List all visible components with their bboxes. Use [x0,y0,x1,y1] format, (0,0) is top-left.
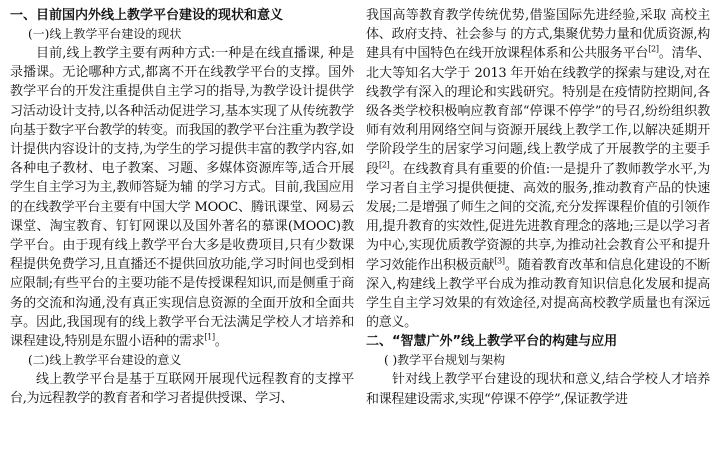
paragraph-status-text: 目前,线上教学主要有两种方式:一种是在线直播课, 种是录播课。无论哪种方式,都离不开在线教学平台的支撑。国外教学平台的开发注重提供自主学习的指导,为教学设计提供学习活动设计支持,以各种活动促进学习,基本实现了从传统教学向基于数字平台教学的转变。而我国的教学平台注重为教学设计提供内容设计的支持,为学生的学习提供丰富的教学内容,如各种电子教材、电子教案、习题、多媒体资源库等,适合开展 学生自主学习为主,教师答疑为辅 的学习方式。目前,我国应用的在线教学平台主要有中国大学 MOOC、腾讯课堂、网易云课堂、淘宝教育、钉钉网课以及国外著名的慕课(MOOC)教学平台。由于现有线上教学平台大多是收费项目,只有少数课程提供免费学习,且直播还不提供回放功能,学习时间也受到相应限制;有些平台的主要功能不是传授课程知识,而是侧重于商务的交流和沟通,没有真正实现信息资源的全面开放和全面共享。因此,我国现有的线上教学平台无法满足学校人才培养和课程建设,特别是东盟小语种的需求 [10,46,354,350]
citation-2b: [2] [379,160,390,170]
paragraph-status-end: 。 [214,334,228,350]
paragraph-planning: 针对线上教学平台建设的现状和意义,结合学校人才培养和课程建设需求,实现“停课不停学”,保证教学进 [366,372,710,407]
paragraph-continued [366,6,710,332]
citation-3: [3] [494,256,505,266]
section-heading-smart-platform: 二、“智慧广外”线上教学平台的构建与应用 [366,334,618,350]
subheading-construction-status: (一)线上教学平台建设的现状 [28,27,182,41]
subheading-platform-planning: ( )教学平台规划与架构 [384,353,506,368]
citation-2a: [2] [648,45,659,55]
paragraph-continued-text-2: 。清华、北大等知名大学于 2013 年开始在线教学的探索与建设,对在线教学有深入的理论和实践研究。特别是在疫情防控期间,各级各类学校积极响应教育部“停课不停学”的号召,纷纷组织教师有效利用网络空间与资源开展线上教学工作,以解决延期开学阶段学生的居家学习问题,线上教学成了开展教学的主要手段 [366,46,710,177]
paragraph-continued-text-3: 。在线教育具有重要的价值:一是提升了教师教学水平,为学习者自主学习提供便捷、高效的服务,推动教育产品的快速发展;二是增强了师生之间的交流,充分发挥课程价值的引领作用,提升教育的实效性,促进先进教育理念的落地;三是以学习者为中心,实现优质教学资源的共享,为推动社会教育公平和提升学习效能作出积极贡献 [366,161,710,273]
paragraph-continued-text-4: 。随着教育改革和信息化建设的不断深入,构建线上教学平台成为推动教育知识信息化发展和提高学生自主学习效果的有效途径,对提高高校教学质量也有深远的意义。 [366,257,710,331]
section-heading-current-status: 一、目前国内外线上教学平台建设的现状和意义 [10,8,284,23]
paragraph-continued-text-1: 我国高等教育教学传统优势,借鉴国际先进经验,采取 高校主体、政府支持、社会参与 的方式,集聚优势力量和优质资源,构建具有中国特色在线开放课程体系和公共服务平台 [366,8,710,62]
subheading-construction-significance: (二)线上教学平台建设的意义 [28,353,182,368]
right-column [366,6,710,474]
paragraph-significance: 线上教学平台是基于互联网开展现代远程教育的支撑平台,为远程教学的教育者和学习者提供授课、学习、 [10,372,354,407]
paragraph-status [10,44,354,351]
left-column [10,6,354,474]
citation-1: [1] [204,332,215,342]
